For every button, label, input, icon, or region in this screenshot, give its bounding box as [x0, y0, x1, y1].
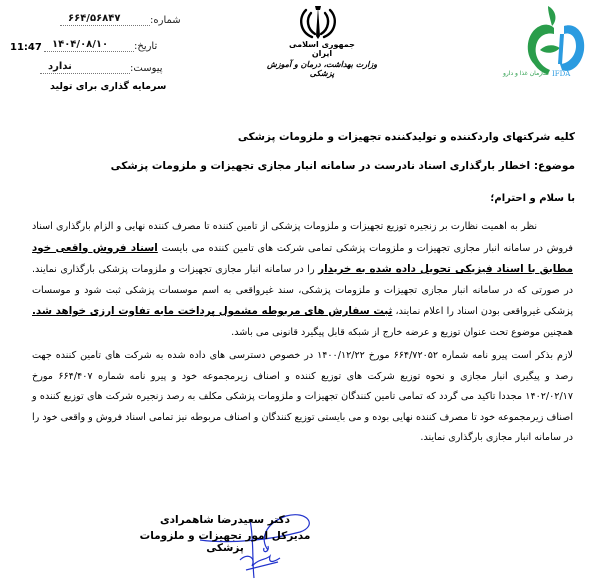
time-value: 11:47: [10, 42, 42, 53]
ifda-logo-icon: [520, 4, 590, 78]
number-label: شماره:: [150, 15, 181, 26]
letter-date-row: [44, 38, 157, 52]
date-label: تاریخ:: [134, 41, 158, 52]
paragraph-1-emphasis-1: اسناد فروش واقعی خود مطابق با اسناد فیزیکی تحویل داده شده به خریدار: [32, 241, 573, 275]
letter-paragraph-2: لازم بذکر است پیرو نامه شماره ۶۶۴/۷۲۰۵۲ مورخ ۱۴۰۰/۱۲/۲۲ در خصوص دسترسی های داده شده به شرکت های تامین کننده جهت رصد و پیگیری انبار مجازی و نحوه توزیع شرکت های توزیع کننده و اصناف زیرمجموعه خود و پیرو نامه شماره ۶۶۴/۴۰۷ مورخ ۱۴۰۲/۰۲/۱۷ مجددا تاکید می گردد که تمامی تامین کنندگان تجهیزات و ملزومات پزشکی مکلف به رصد زنجیره شرکت های توزیع کننده و اصناف زیرمجموعه خود تا مصرف کننده نهایی بوده و می بایستی توزیع کنندگان و اصناف مربوطه نیز تمامی اسناد فروش و واقعی خود را در سامانه انبار مجازی بارگذاری نمایند.: [32, 350, 573, 443]
letter-paragraph-1: [32, 217, 573, 343]
paragraph-1-emphasis-2: ثبت سفارش های مربوطه مشمول پرداخت مابه تفاوت ارزی خواهد شد.: [32, 305, 393, 317]
date-value: ۱۴۰۴/۰۸/۱۰: [44, 38, 134, 52]
letter-recipient: کلیه شرکتهای واردکننده و تولیدکننده تجهیزات و ملزومات پزشکی: [237, 131, 575, 143]
iran-emblem-icon: [296, 4, 340, 40]
emblem-caption-ministry: وزارت بهداشت، درمان و آموزش پزشکی: [266, 60, 378, 78]
paragraph-1-part-1: نظر به اهمیت نظارت بر زنجیره توزیع تجهیزات و ملزومات پزشکی از تامین کننده تا مصرف کننده نهایی و الزام بارگذاری اسناد فروش در سامانه انبار مجازی تجهیزات و ملزومات پزشکی تمامی شرکت های تامین کننده می بایست: [32, 221, 573, 254]
paragraph-1-part-3: همچنین موضوع تحت عنوان توزیع و عرضه خارج از شبکه قابل پیگیرد قانونی می باشد.: [231, 326, 573, 338]
ifda-persian-text: سازمان غذا و دارو: [503, 70, 549, 77]
letter-subject: موضوع: اخطار بارگذاری اسناد نادرست در سامانه انبار مجازی تجهیزات و ملزومات پزشکی: [110, 160, 575, 172]
emblem-caption-country: جمهوری اسلامی ایران: [289, 40, 355, 58]
letter-number-row: [60, 12, 181, 26]
number-value: ۶۶۴/۵۶۸۴۷: [60, 12, 150, 26]
ifda-english-text: IFDA: [552, 70, 571, 78]
signatory-title: مدیرکل امور تجهیزات و ملزومات پزشکی: [139, 530, 311, 554]
attachment-label: پیوست:: [130, 63, 163, 74]
category-note: سرمایه گذاری برای تولید: [50, 81, 167, 92]
letter-attachment-row: [40, 60, 163, 74]
paragraph-1-part-2: را در سامانه انبار مجازی تجهیزات و ملزومات پزشکی بارگذاری نمایند. در صورتی که در سامانه انبار مجازی تجهیزات و ملزومات پزشکی، سند غیرواقعی به اسم موسسات پزشکی ثبت شود و موسسات پزشکی غیرواقعی بودن اسناد را اعلام نمایند،: [32, 264, 573, 317]
signatory-name: دکتر سعیدرضا شاهمرادی: [159, 514, 291, 526]
letter-greeting: با سلام و احترام؛: [490, 193, 575, 204]
attachment-value: ندارد: [40, 60, 130, 74]
